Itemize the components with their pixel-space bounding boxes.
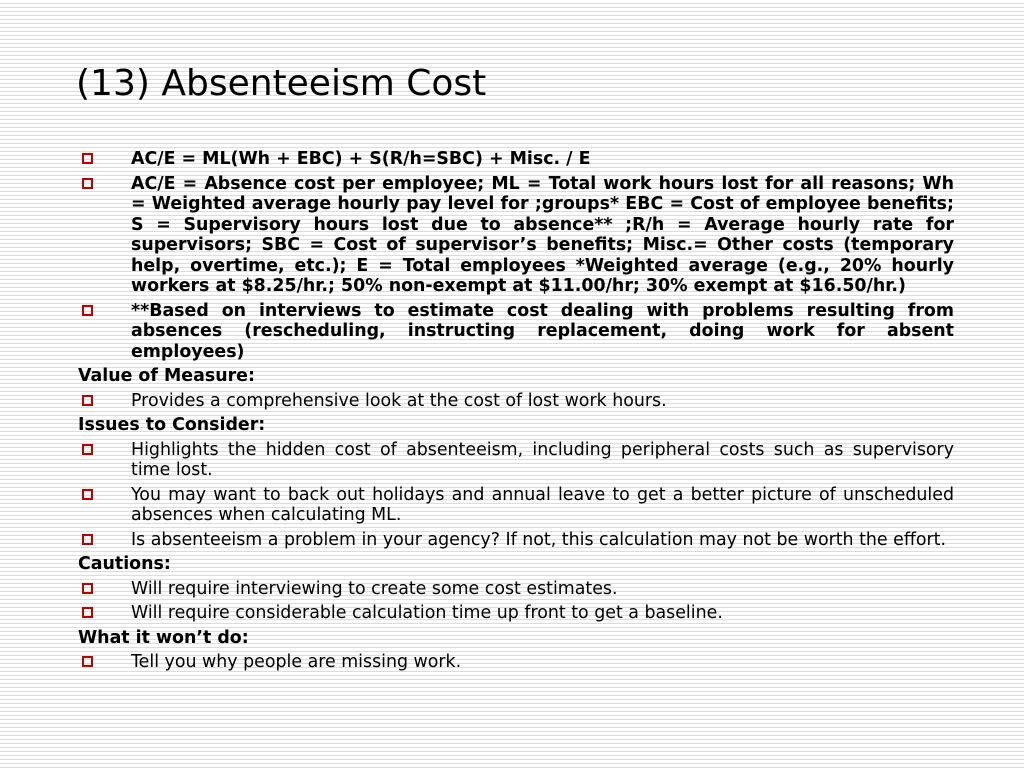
cautions-heading: Cautions: (78, 554, 171, 574)
issues-item (78, 530, 954, 551)
issues-item (78, 440, 954, 481)
square-bullet-icon (82, 583, 93, 594)
cautions-item (78, 603, 954, 624)
value-of-measure-item (78, 391, 954, 412)
cautions-item-text: Will require considerable calculation time up front to get a baseline. (131, 603, 723, 623)
slide-title: (13) Absenteeism Cost (76, 63, 487, 104)
issues-to-consider-heading: Issues to Consider: (78, 415, 266, 435)
issues-item (78, 485, 954, 526)
cautions-item-text: Will require interviewing to create some cost estimates. (131, 578, 618, 599)
interviews-note-bullet (78, 301, 954, 363)
value-of-measure-heading: Value of Measure: (78, 366, 255, 386)
slide-body (78, 149, 954, 677)
formula-definitions-text: AC/E = Absence cost per employee; ML = Total work hours lost for all reasons; Wh = Weighted average hourly pay level for ;groups* EBC = Cost of employee benefits; S = Supervisory hours lost due to absence** ;R/h = Average hourly rate for supervisors; SBC = Cost of supervisor’s benefits; Misc.= Other costs (temporary help, overtime, etc.); E = Total employees *Weighted average (e.g., 20% hourly workers at $8.25/hr.; 50% non-exempt at $11.00/hr; 30% exempt at $16.50/hr.) (131, 173, 954, 296)
issues-item-text: Is absenteeism a problem in your agency? If not, this calculation may not be worth the effort. (131, 529, 946, 550)
value-of-measure-text: Provides a comprehensive look at the cost of lost work hours. (131, 390, 667, 411)
issues-item-text: You may want to back out holidays and annual leave to get a better picture of unscheduled absences when calculating ML. (131, 484, 954, 525)
what-it-wont-do-text: Tell you why people are missing work. (131, 652, 462, 672)
interviews-note-text: **Based on interviews to estimate cost dealing with problems resulting from absences (rescheduling, instructing replacement, doing work for absent employees) (131, 300, 954, 362)
square-bullet-icon (82, 534, 93, 545)
square-bullet-icon (82, 607, 93, 618)
what-it-wont-do-item (78, 652, 954, 673)
what-it-wont-do-heading: What it won’t do: (78, 627, 249, 648)
issues-item-text: Highlights the hidden cost of absenteeism, including peripheral costs such as supervisory time lost. (131, 439, 954, 480)
square-bullet-icon (82, 153, 93, 164)
square-bullet-icon (82, 656, 93, 667)
formula-text: AC/E = ML(Wh + EBC) + S(R/h=SBC) + Misc. / E (131, 149, 591, 169)
formula-bullet (78, 149, 954, 170)
square-bullet-icon (82, 444, 93, 455)
square-bullet-icon (82, 489, 93, 500)
square-bullet-icon (82, 178, 93, 189)
cautions-item (78, 579, 954, 600)
square-bullet-icon (82, 395, 93, 406)
formula-definitions-bullet (78, 174, 954, 297)
square-bullet-icon (82, 305, 93, 316)
